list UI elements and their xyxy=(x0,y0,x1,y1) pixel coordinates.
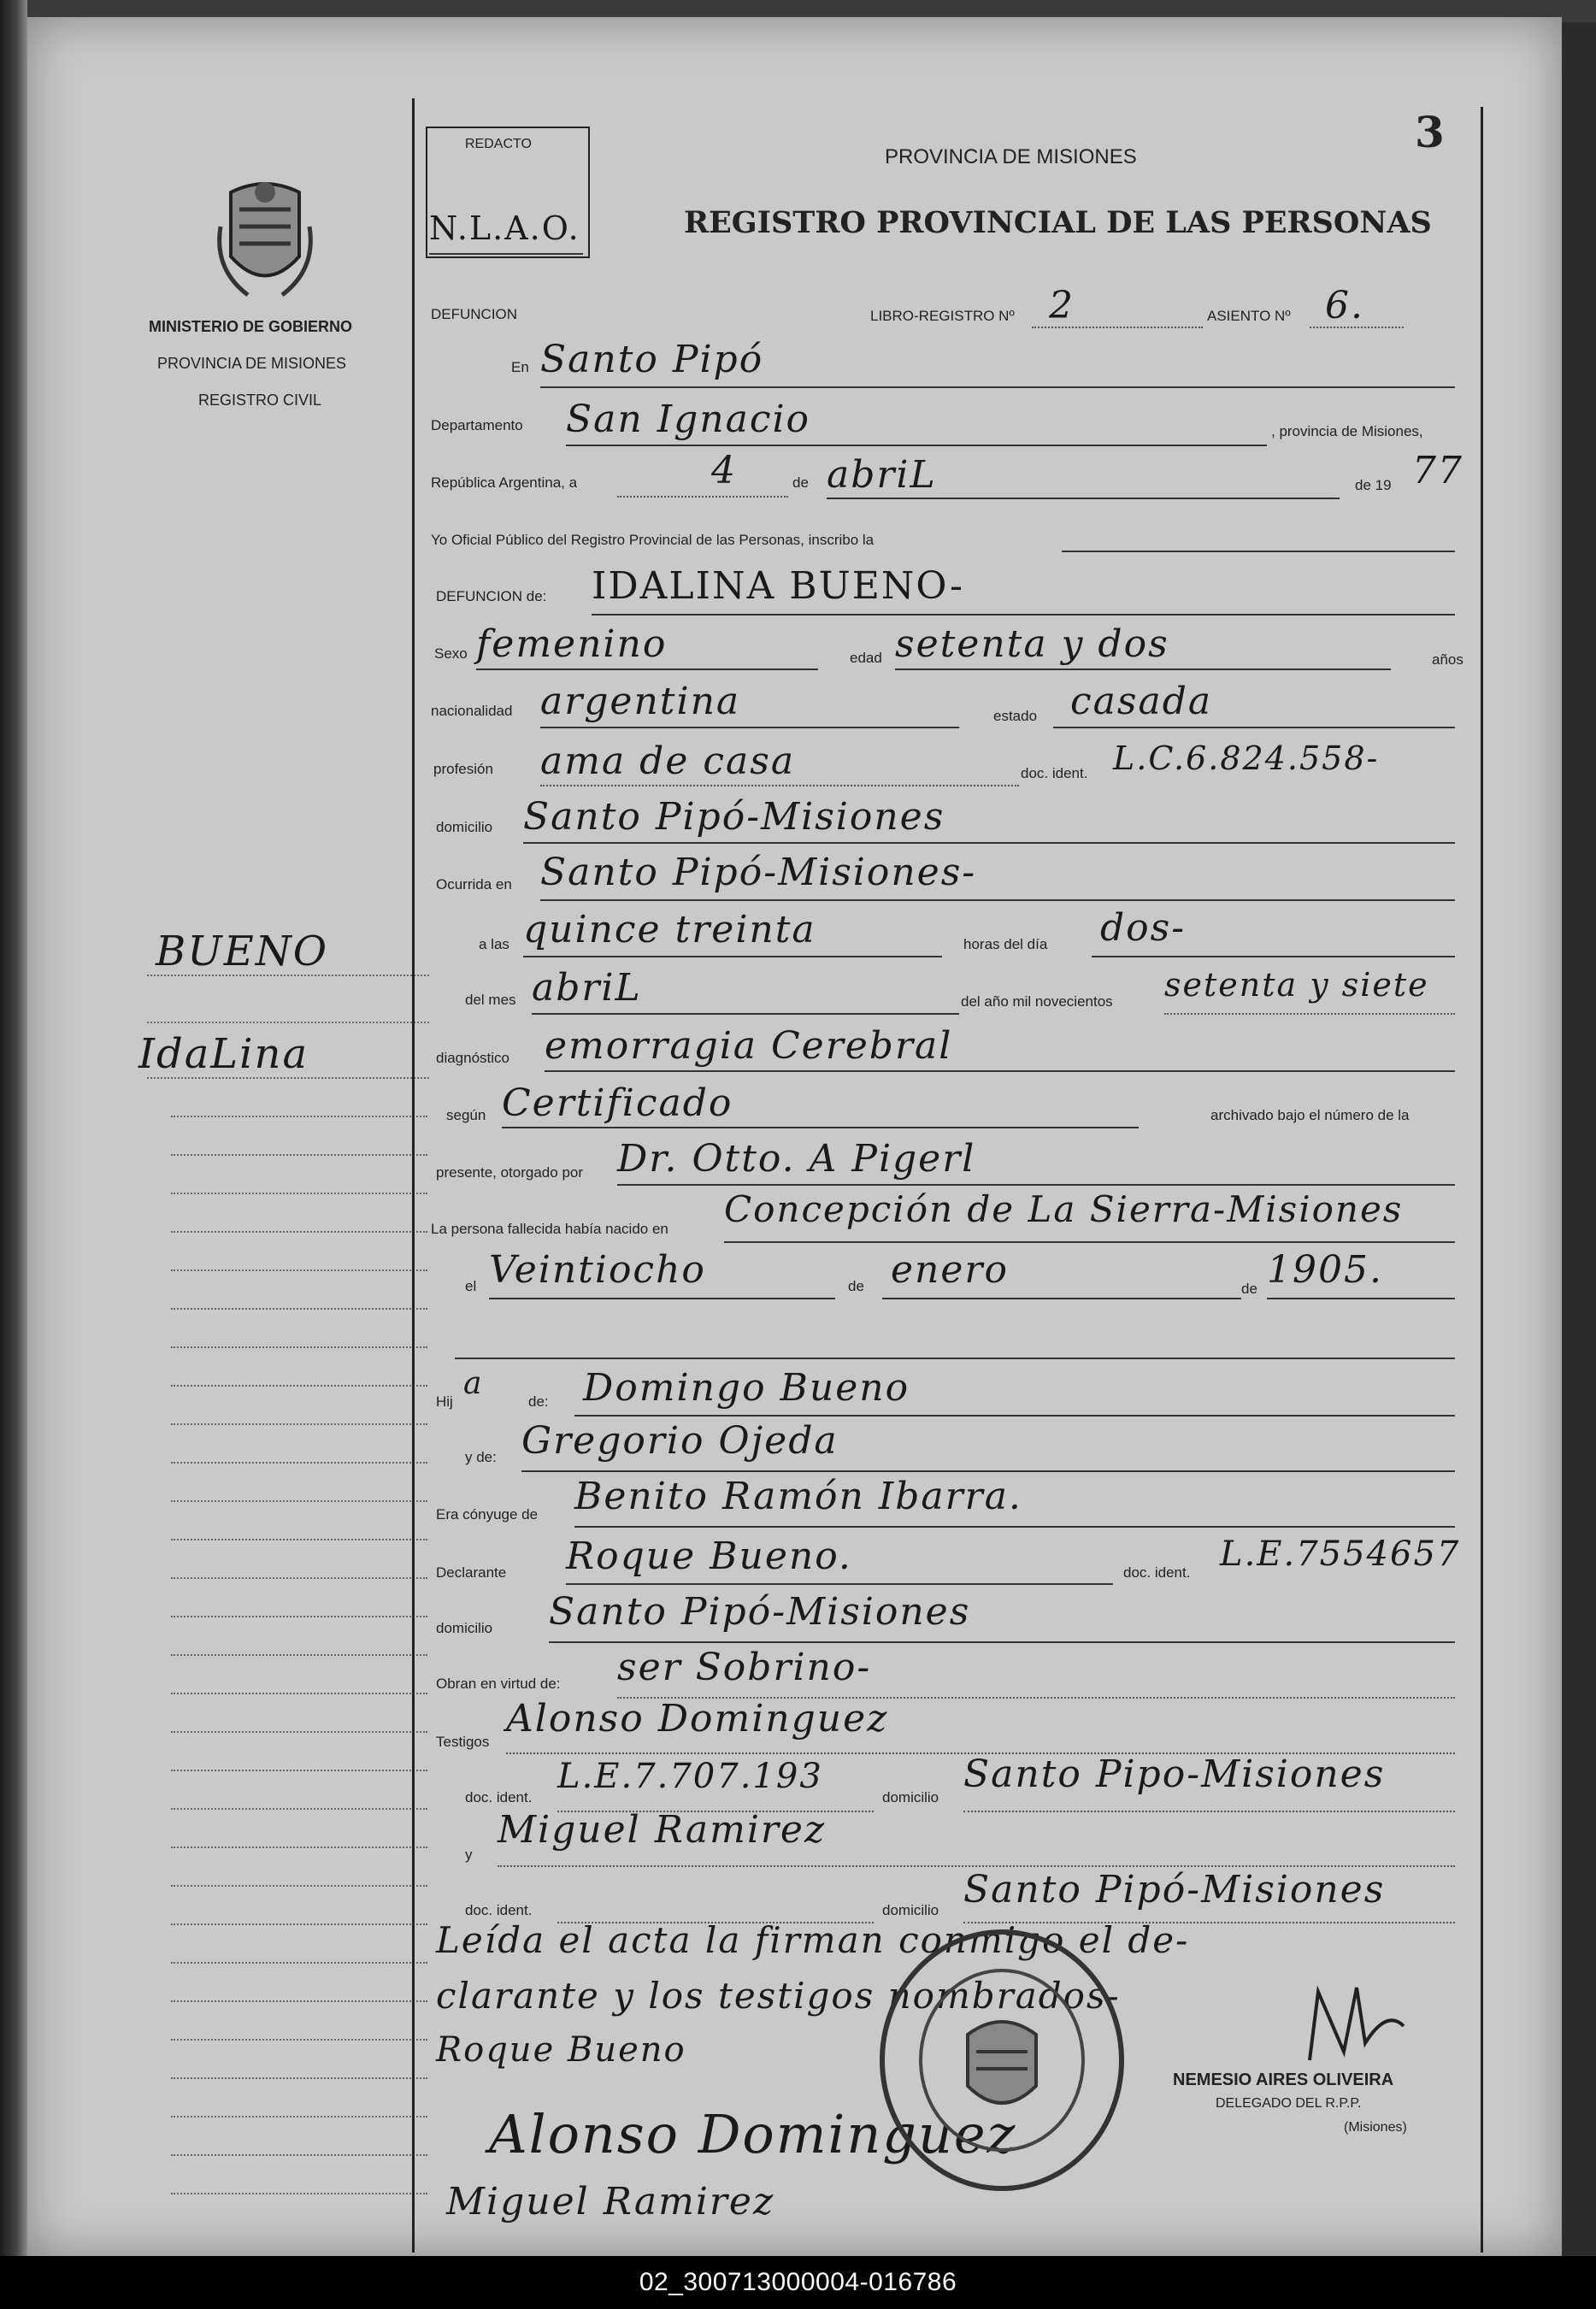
asiento-label: ASIENTO Nº xyxy=(1207,308,1291,324)
margin-line xyxy=(171,1193,427,1194)
day-value: 4 xyxy=(711,449,737,492)
segun-label: según xyxy=(446,1107,486,1123)
margin-line xyxy=(171,1500,427,1502)
sexo-value: femenino xyxy=(476,622,668,666)
horas-value: dos- xyxy=(1100,906,1187,950)
testigo1-doc-value: L.E.7.707.193 xyxy=(557,1757,823,1796)
nacido-line xyxy=(724,1241,1455,1243)
margin-line xyxy=(171,1385,427,1387)
profesion-label: profesión xyxy=(433,761,493,777)
testigo1-doc-label: doc. ident. xyxy=(465,1789,533,1805)
margin-line xyxy=(147,1077,429,1079)
official-signature-icon xyxy=(1293,1975,1412,2069)
departamento-label: Departamento xyxy=(431,417,523,433)
margin-line xyxy=(171,1269,427,1271)
republica-label: República Argentina, a xyxy=(431,474,578,491)
declarante-dom-line xyxy=(549,1641,1455,1643)
estado-line xyxy=(1053,727,1455,728)
segun-value: Certificado xyxy=(502,1081,733,1125)
month-value: abriL xyxy=(827,453,937,497)
nacionalidad-line xyxy=(540,727,959,728)
margin-line xyxy=(171,1346,427,1348)
nacionalidad-value: argentina xyxy=(540,680,741,723)
doc-ident-label: doc. ident. xyxy=(1021,765,1088,781)
libro-label: LIBRO-REGISTRO Nº xyxy=(870,308,1015,324)
conyuge-line xyxy=(574,1526,1455,1528)
nacido-label: La persona fallecida había nacido en xyxy=(431,1221,668,1237)
departamento-line xyxy=(566,445,1267,446)
coat-of-arms-icon xyxy=(214,175,316,303)
margin-line xyxy=(171,2116,427,2118)
redacto-underline xyxy=(429,253,583,255)
stamp-name: NEMESIO AIRES OLIVEIRA xyxy=(1173,2070,1394,2089)
margin-line xyxy=(171,1539,427,1540)
domicilio-value: Santo Pipó-Misiones xyxy=(523,795,945,839)
profesion-value: ama de casa xyxy=(540,739,796,783)
declarante-label: Declarante xyxy=(436,1564,507,1581)
ministry-label: MINISTERIO DE GOBIERNO xyxy=(149,318,353,335)
ocurrida-value: Santo Pipó-Misiones- xyxy=(540,851,977,894)
edad-line xyxy=(895,669,1391,670)
margin-line xyxy=(171,1847,427,1848)
testigo2-dom-value: Santo Pipó-Misiones xyxy=(963,1868,1386,1911)
del-ano-dots xyxy=(1164,1013,1455,1015)
margin-line xyxy=(171,1577,427,1579)
hij-value: a xyxy=(463,1366,484,1401)
libro-value: 2 xyxy=(1049,284,1075,327)
margin-line xyxy=(171,1731,427,1733)
left-province-label: PROVINCIA DE MISIONES xyxy=(157,355,347,372)
departamento-value: San Ignacio xyxy=(566,398,811,441)
de-year-label: de 19 xyxy=(1355,477,1392,493)
year-value: 77 xyxy=(1412,449,1463,492)
document-page xyxy=(27,17,1562,2257)
y-de-label: y de: xyxy=(465,1449,497,1465)
sexo-label: Sexo xyxy=(434,645,468,662)
domicilio-label: domicilio xyxy=(436,819,493,835)
form-left-border xyxy=(412,98,415,2253)
ocurrida-line xyxy=(540,899,1455,901)
padre-line xyxy=(574,1415,1455,1417)
margin-line xyxy=(171,2039,427,2041)
conyuge-value: Benito Ramón Ibarra. xyxy=(574,1475,1022,1518)
stamp-role: DELEGADO DEL R.P.P. xyxy=(1216,2096,1362,2111)
margin-line xyxy=(171,1231,427,1233)
obran-label: Obran en virtud de: xyxy=(436,1676,561,1692)
footer-id: 02_300713000004-016786 xyxy=(0,2256,1596,2309)
defuncion-de-value: IDALINA BUENO- xyxy=(592,564,964,608)
nacido-value: Concepción de La Sierra-Misiones xyxy=(724,1188,1404,1230)
margin-line xyxy=(171,2000,427,2002)
month-line xyxy=(827,498,1340,499)
registry-title: REGISTRO PROVINCIAL DE LAS PERSONAS xyxy=(684,205,1432,240)
defuncion-de-line xyxy=(592,614,1455,616)
de3-label: de xyxy=(1241,1281,1257,1297)
de3-line xyxy=(1267,1298,1455,1299)
de-padre-label: de: xyxy=(528,1393,549,1410)
margin-line xyxy=(171,1770,427,1771)
del-ano-label: del año mil novecientos xyxy=(961,993,1113,1010)
testigo1-dom-label: domicilio xyxy=(882,1789,939,1805)
margin-line xyxy=(171,1154,427,1156)
de-label: de xyxy=(792,474,809,491)
margin-line xyxy=(171,1654,427,1656)
declarante-value: Roque Bueno. xyxy=(566,1534,852,1578)
de2-line xyxy=(882,1298,1241,1299)
registry-label: REGISTRO CIVIL xyxy=(198,392,322,409)
testigo2-doc-label: doc. ident. xyxy=(465,1902,533,1918)
el-value: Veintiocho xyxy=(489,1248,706,1292)
margin-line xyxy=(171,1308,427,1310)
del-mes-value: abriL xyxy=(532,966,642,1010)
asiento-dots xyxy=(1310,327,1404,328)
margin-line xyxy=(171,1116,427,1117)
book-spine xyxy=(0,0,27,2257)
nacionalidad-label: nacionalidad xyxy=(431,703,513,719)
sexo-line xyxy=(476,669,818,670)
declarante-doc-label: doc. ident. xyxy=(1123,1564,1191,1581)
archivado-label: archivado bajo el número de la xyxy=(1210,1107,1410,1123)
a-las-line xyxy=(523,956,942,957)
del-mes-label: del mes xyxy=(465,992,516,1008)
defuncion-de-label: DEFUNCION de: xyxy=(436,588,547,604)
y-label: y xyxy=(465,1847,473,1863)
diagnostico-label: diagnóstico xyxy=(436,1050,510,1066)
margin-line xyxy=(171,1423,427,1425)
declarante-dom-label: domicilio xyxy=(436,1620,493,1636)
closing-line-1: Leída el acta la firman conmigo el de- xyxy=(436,1919,1190,1961)
domicilio-line xyxy=(523,842,1455,844)
margin-line xyxy=(171,1693,427,1694)
madre-line xyxy=(521,1470,1455,1472)
en-value: Santo Pipó xyxy=(540,338,764,381)
diagnostico-value: emorragia Cerebral xyxy=(545,1024,953,1068)
day-dots xyxy=(617,496,788,498)
declarante-line xyxy=(566,1583,1113,1585)
margin-line xyxy=(171,1885,427,1887)
blank-line xyxy=(455,1358,1455,1359)
el-line xyxy=(489,1298,835,1299)
margin-line xyxy=(171,1962,427,1964)
diagnostico-line xyxy=(545,1070,1455,1072)
libro-dots xyxy=(1032,327,1203,328)
margin-line xyxy=(171,1923,427,1925)
a-las-value: quince treinta xyxy=(523,908,816,951)
provincia-suffix: , provincia de Misiones, xyxy=(1271,423,1423,439)
declarante-dom-value: Santo Pipó-Misiones xyxy=(549,1590,971,1634)
signature-declarante: Roque Bueno xyxy=(436,2030,686,2070)
testigos-label: Testigos xyxy=(436,1734,490,1750)
del-mes-line xyxy=(532,1013,959,1015)
redacto-value: N.L.A.O. xyxy=(429,209,580,247)
edad-value: setenta y dos xyxy=(895,622,1169,666)
estado-label: estado xyxy=(993,708,1038,724)
edad-label: edad xyxy=(850,650,882,666)
province-label: PROVINCIA DE MISIONES xyxy=(885,145,1137,168)
official-seal-icon xyxy=(874,1923,1130,2197)
doc-ident-value: L.C.6.824.558- xyxy=(1113,739,1380,777)
margin-line xyxy=(171,2154,427,2156)
margin-line xyxy=(171,1808,427,1810)
testigo1-dom-dots xyxy=(963,1811,1455,1812)
signature-testigo-1: Alonso Dominguez xyxy=(489,2103,1017,2165)
estado-value: casada xyxy=(1070,680,1213,723)
margin-line xyxy=(171,2193,427,2194)
segun-line xyxy=(502,1127,1139,1128)
en-line xyxy=(540,386,1455,388)
el-label: el xyxy=(465,1278,477,1294)
presente-label: presente, otorgado por xyxy=(436,1164,584,1181)
defuncion-label: DEFUNCION xyxy=(431,306,518,322)
del-ano-value: setenta y siete xyxy=(1164,966,1429,1004)
margin-line xyxy=(171,1616,427,1617)
testigo1-dom-value: Santo Pipo-Misiones xyxy=(963,1752,1386,1796)
hij-label: Hij xyxy=(436,1393,453,1410)
yo-oficial-line xyxy=(1062,551,1455,552)
padre-value: Domingo Bueno xyxy=(583,1366,910,1410)
margin-line xyxy=(171,1462,427,1464)
redacto-label: REDACTO xyxy=(465,137,532,151)
margin-given-name: IdaLina xyxy=(138,1030,309,1078)
testigo2-dots xyxy=(498,1865,1455,1867)
margin-surname: BUENO xyxy=(156,928,329,975)
margin-line xyxy=(171,2077,427,2079)
anos-label: años xyxy=(1432,651,1463,668)
closing-line-2: clarante y los testigos nombrados- xyxy=(436,1975,1121,2017)
signature-testigo-2: Miguel Ramirez xyxy=(446,2180,775,2224)
margin-line xyxy=(147,1022,429,1023)
horas-label: horas del día xyxy=(963,936,1048,952)
presente-line xyxy=(617,1184,1455,1186)
testigo2-dom-label: domicilio xyxy=(882,1902,939,1918)
de2-label: de xyxy=(848,1278,864,1294)
a-las-label: a las xyxy=(479,936,509,952)
de2-value: enero xyxy=(891,1248,1009,1292)
profesion-dots xyxy=(540,785,1019,786)
testigo2-value: Miguel Ramirez xyxy=(498,1808,827,1852)
presente-value: Dr. Otto. A Pigerl xyxy=(617,1137,976,1181)
yo-oficial-text: Yo Oficial Público del Registro Provincial de las Personas, inscribo la xyxy=(431,532,875,548)
conyuge-label: Era cónyuge de xyxy=(436,1506,539,1523)
declarante-doc-value: L.E.7554657 xyxy=(1220,1534,1461,1574)
horas-line xyxy=(1092,956,1455,957)
ocurrida-label: Ocurrida en xyxy=(436,876,512,892)
testigo1-value: Alonso Dominguez xyxy=(506,1697,889,1741)
madre-value: Gregorio Ojeda xyxy=(521,1419,839,1463)
margin-line xyxy=(147,975,429,976)
stamp-place: (Misiones) xyxy=(1344,2120,1407,2135)
form-right-border xyxy=(1481,107,1483,2253)
page-number: 3 xyxy=(1415,107,1445,157)
en-label: En xyxy=(511,359,529,375)
de3-value: 1905. xyxy=(1267,1248,1383,1292)
asiento-value: 6. xyxy=(1325,284,1364,327)
obran-value: ser Sobrino- xyxy=(617,1646,872,1689)
